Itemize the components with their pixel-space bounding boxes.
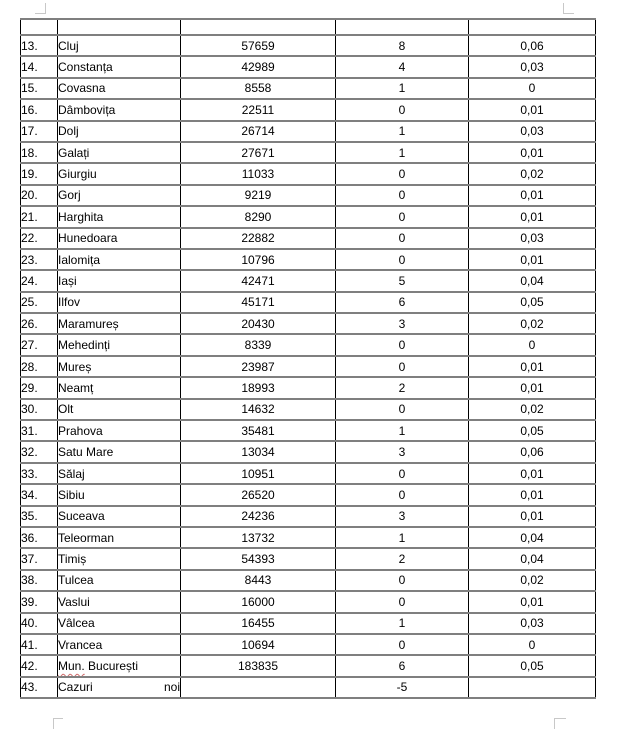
value-cell-1[interactable]: 8339 bbox=[181, 334, 336, 355]
county-name-cell[interactable]: Timiș bbox=[58, 548, 181, 569]
value-cell-3[interactable]: 0,03 bbox=[469, 613, 596, 634]
crop-mark-top-left-icon bbox=[35, 3, 46, 14]
misspelled-word: Mun. bbox=[58, 659, 85, 674]
table-row bbox=[21, 527, 596, 548]
value-cell-2[interactable]: 3 bbox=[336, 313, 469, 334]
value-cell-1[interactable]: 8443 bbox=[181, 570, 336, 591]
value-cell-1[interactable]: 11033 bbox=[181, 163, 336, 184]
header-cell[interactable] bbox=[21, 19, 58, 35]
row-number-cell[interactable]: 27. bbox=[21, 334, 58, 355]
county-name-cell[interactable]: Hunedoara bbox=[58, 228, 181, 249]
value-cell-2[interactable]: 0 bbox=[336, 228, 469, 249]
table-header-row bbox=[21, 19, 596, 35]
table-row bbox=[21, 249, 596, 270]
value-cell-1[interactable]: 35481 bbox=[181, 420, 336, 441]
county-name-cell[interactable]: Harghita bbox=[58, 206, 181, 227]
county-name-cell[interactable]: Maramureș bbox=[58, 313, 181, 334]
value-cell-2[interactable]: 0 bbox=[336, 249, 469, 270]
county-name-cell[interactable]: Covasna bbox=[58, 78, 181, 99]
value-cell-1[interactable]: 26714 bbox=[181, 121, 336, 142]
value-cell-2[interactable]: 0 bbox=[336, 463, 469, 484]
value-cell-2[interactable]: -5 bbox=[336, 677, 469, 698]
value-cell-2[interactable]: 0 bbox=[336, 185, 469, 206]
value-cell-2[interactable]: 0 bbox=[336, 356, 469, 377]
county-name-cell[interactable]: Sibiu bbox=[58, 484, 181, 505]
row-number-cell[interactable]: 24. bbox=[21, 270, 58, 291]
value-cell-3[interactable]: 0 bbox=[469, 634, 596, 655]
county-name-cell[interactable]: Ilfov bbox=[58, 292, 181, 313]
value-cell-3[interactable]: 0,03 bbox=[469, 56, 596, 77]
county-name-cell[interactable]: Tulcea bbox=[58, 570, 181, 591]
value-cell-1[interactable]: 24236 bbox=[181, 506, 336, 527]
table-row bbox=[21, 163, 596, 184]
row-number-cell[interactable]: 37. bbox=[21, 548, 58, 569]
county-name-cell[interactable]: Constanța bbox=[58, 56, 181, 77]
value-cell-1[interactable]: 42989 bbox=[181, 56, 336, 77]
value-cell-1[interactable]: 16455 bbox=[181, 613, 336, 634]
value-cell-3[interactable]: 0,06 bbox=[469, 35, 596, 56]
table-row bbox=[21, 206, 596, 227]
table-row bbox=[21, 441, 596, 462]
row-number-cell[interactable]: 18. bbox=[21, 142, 58, 163]
row-number-cell[interactable]: 43. bbox=[21, 677, 58, 698]
county-name-cell[interactable]: Sălaj bbox=[58, 463, 181, 484]
county-name-cell[interactable]: Vrancea bbox=[58, 634, 181, 655]
label-left: Cazuri bbox=[58, 680, 93, 695]
row-number-cell[interactable]: 13. bbox=[21, 35, 58, 56]
value-cell-3[interactable]: 0,03 bbox=[469, 228, 596, 249]
county-name-cell[interactable]: Suceava bbox=[58, 506, 181, 527]
value-cell-2[interactable]: 0 bbox=[336, 99, 469, 120]
row-number-cell[interactable]: 34. bbox=[21, 484, 58, 505]
row-number-cell[interactable]: 31. bbox=[21, 420, 58, 441]
county-name-cell[interactable]: Vaslui bbox=[58, 591, 181, 612]
table-row bbox=[21, 228, 596, 249]
row-number-cell[interactable]: 41. bbox=[21, 634, 58, 655]
table-row bbox=[21, 142, 596, 163]
value-cell-1[interactable]: 9219 bbox=[181, 185, 336, 206]
value-cell-3[interactable]: 0,01 bbox=[469, 484, 596, 505]
table-row bbox=[21, 35, 596, 56]
county-name-cell[interactable]: Prahova bbox=[58, 420, 181, 441]
value-cell-2[interactable]: 6 bbox=[336, 292, 469, 313]
table-row bbox=[21, 548, 596, 569]
table-row bbox=[21, 78, 596, 99]
value-cell-1[interactable]: 54393 bbox=[181, 548, 336, 569]
value-cell-3[interactable]: 0,04 bbox=[469, 548, 596, 569]
value-cell-3[interactable]: 0,05 bbox=[469, 655, 596, 676]
crop-mark-bottom-left-icon bbox=[53, 718, 63, 729]
county-name-cell[interactable] bbox=[58, 677, 181, 698]
table-row bbox=[21, 655, 596, 676]
row-number-cell[interactable]: 15. bbox=[21, 78, 58, 99]
crop-mark-top-right-icon bbox=[563, 3, 574, 14]
county-name-cell[interactable]: Mehedinți bbox=[58, 334, 181, 355]
row-number-cell[interactable]: 29. bbox=[21, 377, 58, 398]
county-name-cell[interactable]: Mureș bbox=[58, 356, 181, 377]
value-cell-2[interactable]: 3 bbox=[336, 506, 469, 527]
row-number-cell[interactable]: 39. bbox=[21, 591, 58, 612]
county-name-cell[interactable]: Gorj bbox=[58, 185, 181, 206]
value-cell-3[interactable]: 0,01 bbox=[469, 142, 596, 163]
row-number-cell[interactable]: 19. bbox=[21, 163, 58, 184]
value-cell-3[interactable]: 0,02 bbox=[469, 163, 596, 184]
value-cell-1[interactable]: 23987 bbox=[181, 356, 336, 377]
value-cell-3[interactable]: 0,01 bbox=[469, 249, 596, 270]
table-row bbox=[21, 506, 596, 527]
value-cell-3[interactable]: 0,01 bbox=[469, 99, 596, 120]
value-cell-1[interactable] bbox=[181, 677, 336, 698]
value-cell-1[interactable]: 45171 bbox=[181, 292, 336, 313]
row-number-cell[interactable]: 16. bbox=[21, 99, 58, 120]
county-name-text: București bbox=[84, 659, 139, 674]
county-name-cell[interactable]: Dâmbovița bbox=[58, 99, 181, 120]
row-number-cell[interactable]: 40. bbox=[21, 613, 58, 634]
row-number-cell[interactable]: 38. bbox=[21, 570, 58, 591]
value-cell-2[interactable]: 4 bbox=[336, 56, 469, 77]
county-name-cell[interactable]: Teleorman bbox=[58, 527, 181, 548]
value-cell-3[interactable]: 0,01 bbox=[469, 185, 596, 206]
table-row bbox=[21, 313, 596, 334]
table-row bbox=[21, 677, 596, 698]
table-row bbox=[21, 356, 596, 377]
value-cell-3[interactable]: 0 bbox=[469, 78, 596, 99]
county-name-cell[interactable]: Dolj bbox=[58, 121, 181, 142]
county-name-cell[interactable] bbox=[58, 655, 181, 676]
value-cell-1[interactable]: 22511 bbox=[181, 99, 336, 120]
county-name-cell[interactable]: Giurgiu bbox=[58, 163, 181, 184]
county-name-cell[interactable]: Neamț bbox=[58, 377, 181, 398]
value-cell-2[interactable]: 2 bbox=[336, 548, 469, 569]
table-body bbox=[21, 19, 596, 698]
value-cell-3[interactable]: 0,05 bbox=[469, 292, 596, 313]
row-number-cell[interactable]: 32. bbox=[21, 441, 58, 462]
table-row bbox=[21, 185, 596, 206]
table-row bbox=[21, 570, 596, 591]
table-row bbox=[21, 484, 596, 505]
value-cell-1[interactable]: 14632 bbox=[181, 399, 336, 420]
header-cell[interactable] bbox=[336, 19, 469, 35]
value-cell-1[interactable]: 10694 bbox=[181, 634, 336, 655]
value-cell-3[interactable]: 0,01 bbox=[469, 356, 596, 377]
row-number-cell[interactable]: 23. bbox=[21, 249, 58, 270]
table-row bbox=[21, 99, 596, 120]
value-cell-3[interactable]: 0,06 bbox=[469, 441, 596, 462]
value-cell-2[interactable]: 1 bbox=[336, 78, 469, 99]
table-row bbox=[21, 377, 596, 398]
table-row bbox=[21, 591, 596, 612]
value-cell-3[interactable]: 0,01 bbox=[469, 377, 596, 398]
row-number-cell[interactable]: 33. bbox=[21, 463, 58, 484]
value-cell-2[interactable]: 8 bbox=[336, 35, 469, 56]
value-cell-2[interactable]: 0 bbox=[336, 334, 469, 355]
value-cell-1[interactable]: 8290 bbox=[181, 206, 336, 227]
table-row bbox=[21, 56, 596, 77]
county-name-cell[interactable]: Iași bbox=[58, 270, 181, 291]
crop-mark-bottom-right-icon bbox=[554, 718, 566, 729]
value-cell-1[interactable]: 16000 bbox=[181, 591, 336, 612]
row-number-cell[interactable]: 25. bbox=[21, 292, 58, 313]
value-cell-2[interactable]: 1 bbox=[336, 142, 469, 163]
row-number-cell[interactable]: 21. bbox=[21, 206, 58, 227]
value-cell-2[interactable]: 0 bbox=[336, 163, 469, 184]
table-row bbox=[21, 634, 596, 655]
value-cell-1[interactable]: 20430 bbox=[181, 313, 336, 334]
table-row bbox=[21, 420, 596, 441]
value-cell-1[interactable]: 13034 bbox=[181, 441, 336, 462]
value-cell-2[interactable]: 3 bbox=[336, 441, 469, 462]
header-cell[interactable] bbox=[181, 19, 336, 35]
county-name-cell[interactable]: Galați bbox=[58, 142, 181, 163]
county-name-cell[interactable]: Satu Mare bbox=[58, 441, 181, 462]
value-cell-2[interactable]: 0 bbox=[336, 206, 469, 227]
value-cell-3[interactable]: 0,03 bbox=[469, 121, 596, 142]
value-cell-3[interactable]: 0,04 bbox=[469, 270, 596, 291]
row-number-cell[interactable]: 14. bbox=[21, 56, 58, 77]
label-right: noi bbox=[163, 680, 180, 695]
row-number-cell[interactable]: 42. bbox=[21, 655, 58, 676]
value-cell-1[interactable]: 22882 bbox=[181, 228, 336, 249]
value-cell-2[interactable]: 1 bbox=[336, 420, 469, 441]
header-cell[interactable] bbox=[469, 19, 596, 35]
value-cell-2[interactable]: 0 bbox=[336, 399, 469, 420]
table-row bbox=[21, 613, 596, 634]
header-cell[interactable] bbox=[58, 19, 181, 35]
value-cell-3[interactable]: 0,01 bbox=[469, 591, 596, 612]
row-number-cell[interactable]: 28. bbox=[21, 356, 58, 377]
value-cell-3[interactable]: 0,01 bbox=[469, 506, 596, 527]
value-cell-3[interactable]: 0,05 bbox=[469, 420, 596, 441]
county-name-cell[interactable]: Vâlcea bbox=[58, 613, 181, 634]
value-cell-2[interactable]: 0 bbox=[336, 591, 469, 612]
county-name-cell[interactable]: Olt bbox=[58, 399, 181, 420]
value-cell-2[interactable]: 5 bbox=[336, 270, 469, 291]
value-cell-2[interactable]: 0 bbox=[336, 570, 469, 591]
table-row bbox=[21, 399, 596, 420]
table-row bbox=[21, 121, 596, 142]
value-cell-1[interactable]: 8558 bbox=[181, 78, 336, 99]
county-name-cell[interactable]: Cluj bbox=[58, 35, 181, 56]
value-cell-1[interactable]: 57659 bbox=[181, 35, 336, 56]
value-cell-3[interactable]: 0,01 bbox=[469, 463, 596, 484]
row-number-cell[interactable]: 22. bbox=[21, 228, 58, 249]
value-cell-3[interactable]: 0,02 bbox=[469, 570, 596, 591]
row-number-cell[interactable]: 30. bbox=[21, 399, 58, 420]
county-name-cell[interactable]: Ialomița bbox=[58, 249, 181, 270]
value-cell-1[interactable]: 26520 bbox=[181, 484, 336, 505]
value-cell-2[interactable]: 2 bbox=[336, 377, 469, 398]
value-cell-2[interactable]: 1 bbox=[336, 613, 469, 634]
value-cell-2[interactable]: 1 bbox=[336, 527, 469, 548]
value-cell-2[interactable]: 0 bbox=[336, 634, 469, 655]
value-cell-1[interactable]: 27671 bbox=[181, 142, 336, 163]
table-row bbox=[21, 292, 596, 313]
value-cell-2[interactable]: 6 bbox=[336, 655, 469, 676]
value-cell-3[interactable]: 0,02 bbox=[469, 313, 596, 334]
value-cell-3[interactable]: 0 bbox=[469, 334, 596, 355]
value-cell-1[interactable]: 183835 bbox=[181, 655, 336, 676]
value-cell-3[interactable]: 0,04 bbox=[469, 527, 596, 548]
counties-table bbox=[20, 18, 596, 699]
row-number-cell[interactable]: 26. bbox=[21, 313, 58, 334]
row-number-cell[interactable]: 20. bbox=[21, 185, 58, 206]
value-cell-1[interactable]: 18993 bbox=[181, 377, 336, 398]
table-row bbox=[21, 463, 596, 484]
justified-label bbox=[58, 680, 180, 694]
row-number-cell[interactable]: 35. bbox=[21, 506, 58, 527]
table-row bbox=[21, 334, 596, 355]
row-number-cell[interactable]: 17. bbox=[21, 121, 58, 142]
value-cell-1[interactable]: 10796 bbox=[181, 249, 336, 270]
value-cell-3[interactable]: 0,02 bbox=[469, 399, 596, 420]
value-cell-1[interactable]: 13732 bbox=[181, 527, 336, 548]
value-cell-2[interactable]: 1 bbox=[336, 121, 469, 142]
value-cell-1[interactable]: 10951 bbox=[181, 463, 336, 484]
row-number-cell[interactable]: 36. bbox=[21, 527, 58, 548]
value-cell-3[interactable]: 0,01 bbox=[469, 206, 596, 227]
value-cell-1[interactable]: 42471 bbox=[181, 270, 336, 291]
value-cell-2[interactable]: 0 bbox=[336, 484, 469, 505]
value-cell-3[interactable] bbox=[469, 677, 596, 698]
table-row bbox=[21, 270, 596, 291]
